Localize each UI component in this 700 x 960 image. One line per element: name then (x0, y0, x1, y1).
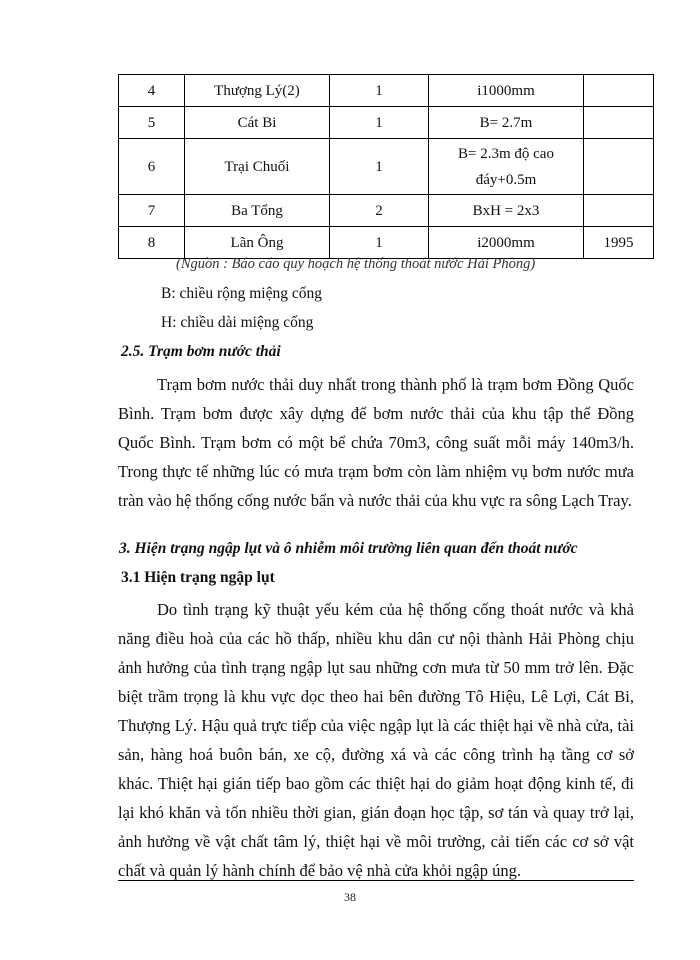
cell-name: Cát Bi (185, 107, 330, 139)
note-h: H: chiều dài miệng cống (161, 314, 314, 331)
cell-year (584, 195, 654, 227)
cell-count: 1 (330, 227, 429, 259)
cell-size: BxH = 2x3 (429, 195, 584, 227)
drainage-table (118, 74, 654, 259)
cell-year (584, 139, 654, 195)
note-b: B: chiều rộng miệng cống (161, 285, 322, 302)
cell-size: i1000mm (429, 75, 584, 107)
section-heading-3-1: 3.1 Hiện trạng ngập lụt (121, 569, 275, 586)
cell-year (584, 107, 654, 139)
cell-no: 4 (119, 75, 185, 107)
cell-name: Ba Tổng (185, 195, 330, 227)
table-row (119, 107, 654, 139)
cell-name: Lãn Ông (185, 227, 330, 259)
paragraph-pump-station: Trạm bơm nước thải duy nhất trong thành phố là trạm bơm Đồng Quốc Bình. Trạm bơm được xây dựng để bơm nước thải của khu tập thể Đồng Quốc Bình. Trạm bơm có một bể chứa 70m3, công suất mỗi máy 140m3/h. Trong thực tế những lúc có mưa trạm bơm còn làm nhiệm vụ bơm nước mưa tràn vào hệ thống cống nước bẩn và nước thải của khu vực ra sông Lạch Tray. (118, 375, 634, 510)
cell-no: 5 (119, 107, 185, 139)
cell-size: i2000mm (429, 227, 584, 259)
table-row (119, 139, 654, 195)
cell-count: 1 (330, 75, 429, 107)
cell-size-line: đáy+0.5m (475, 171, 537, 188)
cell-name: Thượng Lý(2) (185, 75, 330, 107)
section-heading-3: 3. Hiện trạng ngập lụt và ô nhiễm môi trường liên quan đến thoát nước (119, 540, 578, 557)
cell-size-line: B= 2.3m độ cao (458, 145, 554, 162)
section-heading-2-5: 2.5. Trạm bơm nước thải (121, 343, 281, 360)
table-source-caption: (Nguồn : Báo cáo quy hoạch hệ thống thoát nước Hải Phòng) (176, 256, 536, 272)
cell-size: B= 2.7m (429, 107, 584, 139)
cell-no: 7 (119, 195, 185, 227)
cell-count: 1 (330, 107, 429, 139)
cell-no: 6 (119, 139, 185, 195)
table-row (119, 195, 654, 227)
footer-divider (118, 880, 634, 881)
table-row (119, 227, 654, 259)
cell-name: Trại Chuối (185, 139, 330, 195)
cell-count: 2 (330, 195, 429, 227)
cell-year (584, 75, 654, 107)
cell-size (429, 139, 584, 195)
cell-no: 8 (119, 227, 185, 259)
cell-count: 1 (330, 139, 429, 195)
cell-year: 1995 (584, 227, 654, 259)
table-row (119, 75, 654, 107)
paragraph-flooding: Do tình trạng kỹ thuật yếu kém của hệ thống cống thoát nước và khả năng điều hoà của các hồ thấp, nhiều khu dân cư nội thành Hải Phòng chịu ảnh hưởng của tình trạng ngập lụt sau những cơn mưa từ 50 mm trở lên. Đặc biệt trầm trọng là khu vực dọc theo hai bên đường Tô Hiệu, Lê Lợi, Cát Bi, Thượng Lý. Hậu quả trực tiếp của việc ngập lụt là các thiệt hại về nhà cửa, tài sản, hàng hoá buôn bán, xe cộ, đường xá và các công trình hạ tầng cơ sở khác. Thiệt hại gián tiếp bao gồm các thiệt hại do giảm hoạt động kinh tế, đi lại khó khăn và tốn nhiều thời gian, gián đoạn học tập, sơ tán và quay trở lại, ảnh hưởng về vật chất tâm lý, thiệt hại về môi trường, cải tiến các cơ sở vật chất và quản lý hành chính để bảo vệ nhà cửa khỏi ngập úng. (118, 600, 634, 880)
page-number: 38 (344, 890, 356, 904)
